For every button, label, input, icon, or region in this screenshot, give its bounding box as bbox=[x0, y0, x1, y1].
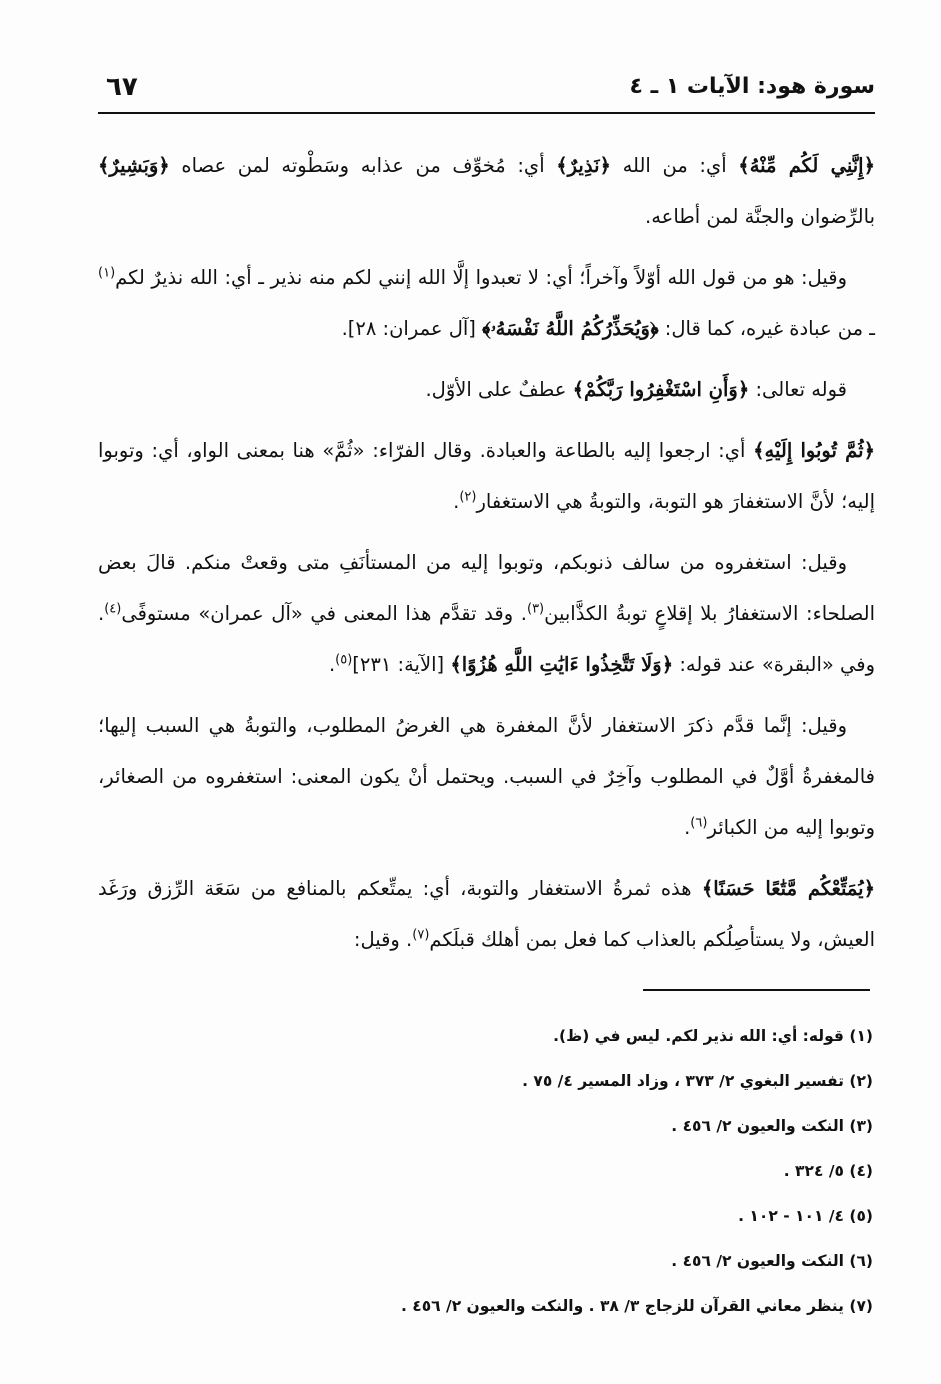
main-text bbox=[98, 140, 875, 975]
text-run: . bbox=[328, 653, 336, 676]
footnote-item: (٦) النكت والعيون ٢/ ٤٥٦ . bbox=[671, 1252, 873, 1270]
quran-quote: ﴿وَلَا تَتَّخِذُوا ءَايَٰتِ اللَّهِ هُزُوًا﴾ bbox=[450, 653, 674, 676]
text-run: أي: مُخوِّف من عذابه وسَطْوته لمن عصاه bbox=[169, 154, 557, 177]
footnote-item: (٣) النكت والعيون ٢/ ٤٥٦ . bbox=[671, 1117, 873, 1135]
quran-quote: ﴿يُمَتِّعْكُم مَّتَٰعًا حَسَنًا﴾ bbox=[701, 877, 876, 900]
text-run: هذه ثمرةُ الاستغفار والتوبة، أي: يمتِّعكم بالمنافع من سَعَة الرِّزق ورَغَد العيش، ولا يستأصِلُكم بالعذاب كما فعل بمن أهلك قبلَكم bbox=[98, 877, 875, 951]
footnote-reference: (٢) bbox=[459, 489, 477, 505]
paragraph bbox=[98, 364, 875, 415]
quran-quote: ﴿وَأَنِ اسْتَغْفِرُوا رَبَّكُمْ﴾ bbox=[572, 378, 750, 401]
text-run: أي: ارجعوا إليه بالطاعة والعبادة. وقال الفرّاء: «ثُمَّ» هنا بمعنى الواو، أي: وتوبوا إليه؛ لأنَّ الاستغفارَ هو التوبة، والتوبةُ هي الاستغفار bbox=[98, 439, 875, 513]
text-run: قوله تعالى: bbox=[749, 378, 847, 401]
page-number: ٦٧ bbox=[106, 72, 138, 102]
text-run: [آل عمران: ٢٨]. bbox=[341, 317, 483, 340]
quran-quote: ﴿وَبَشِيرٌ﴾ bbox=[98, 154, 170, 177]
footnote-separator bbox=[643, 989, 870, 991]
paragraph bbox=[98, 537, 875, 690]
footnote-reference: (١) bbox=[98, 265, 116, 281]
text-run: أي: من الله bbox=[610, 154, 739, 177]
footnote-item: (٢) تفسير البغوي ٢/ ٣٧٣ ، وزاد المسير ٤/ ٧٥ . bbox=[522, 1072, 873, 1090]
paragraph bbox=[98, 863, 875, 965]
footnotes bbox=[98, 1022, 873, 1337]
footnote-reference: (٣) bbox=[526, 601, 545, 617]
text-run: بالرِّضوان والجنَّة لمن أطاعه. bbox=[645, 205, 875, 228]
quran-quote: ﴿ثُمَّ تُوبُوا إِلَيْهِ﴾ bbox=[753, 439, 875, 462]
paragraph bbox=[98, 140, 875, 242]
quran-quote: ﴿وَيُحَذِّرُكُمُ اللَّهُ نَفْسَهُۥ﴾ bbox=[482, 317, 659, 340]
paragraph bbox=[98, 700, 875, 853]
quran-quote: ﴿نَذِيرٌ﴾ bbox=[556, 154, 611, 177]
text-run: ـ من عبادة غيره، كما قال: bbox=[658, 317, 875, 340]
text-run: وقيل: استغفروه من سالف ذنوبكم، وتوبوا إليه من المستأنَفِ متى وقعتْ منكم. قالَ بعض الصلحاء: الاستغفارُ بلا إقلاعٍ توبةُ الكذَّابين bbox=[98, 551, 875, 625]
page-header bbox=[98, 70, 875, 114]
footnote-item: (١) قوله: أي: الله نذير لكم. ليس في (ظ). bbox=[553, 1027, 873, 1045]
footnote-item: (٧) ينظر معاني القرآن للزجاج ٣/ ٣٨ . والنكت والعيون ٢/ ٤٥٦ . bbox=[400, 1297, 873, 1315]
footnote-item: (٤) ٥/ ٣٢٤ . bbox=[783, 1162, 873, 1180]
text-run: . bbox=[453, 490, 460, 513]
text-run: . وفي «البقرة» عند قوله: bbox=[98, 602, 875, 676]
text-run: وقيل: هو من قول الله أوّلاً وآخراً؛ أي: لا تعبدوا إلَّا الله إنني لكم منه نذير ـ أي: الله نذيرٌ لكم bbox=[115, 266, 847, 289]
footnote-item: (٥) ٤/ ١٠١ - ١٠٢ . bbox=[738, 1207, 873, 1225]
paragraph bbox=[98, 252, 875, 354]
footnote-reference: (٦) bbox=[690, 815, 708, 831]
text-run: [الآية: ٢٣١] bbox=[352, 653, 451, 676]
footnote-reference: (٤) bbox=[104, 601, 122, 617]
text-run: عطفٌ على الأوّل. bbox=[425, 378, 573, 401]
quran-quote: ﴿إِنَّنِي لَكُم مِّنْهُ﴾ bbox=[738, 154, 875, 177]
running-title: سورة هود: الآيات ١ ـ ٤ bbox=[629, 74, 875, 99]
footnote-reference: (٥) bbox=[335, 652, 353, 668]
paragraph bbox=[98, 425, 875, 527]
footnote-reference: (٧) bbox=[412, 927, 430, 943]
text-run: . وقد تقدَّم هذا المعنى في «آل عمران» مستوفًى bbox=[121, 602, 527, 625]
text-run: . bbox=[684, 816, 691, 839]
header-rule bbox=[98, 112, 875, 114]
text-run: . وقيل: bbox=[353, 928, 413, 951]
text-run: وقيل: إنَّما قدَّم ذكرَ الاستغفار لأنَّ المغفرة هي الغرضُ المطلوب، والتوبةُ هي السبب إليها؛ فالمغفرةُ أوَّلٌ في المطلوب وآخِرٌ في السبب. ويحتمل أنْ يكون المعنى: استغفروه من الصغائر، وتوبوا إليه من الكبائر bbox=[98, 714, 875, 839]
